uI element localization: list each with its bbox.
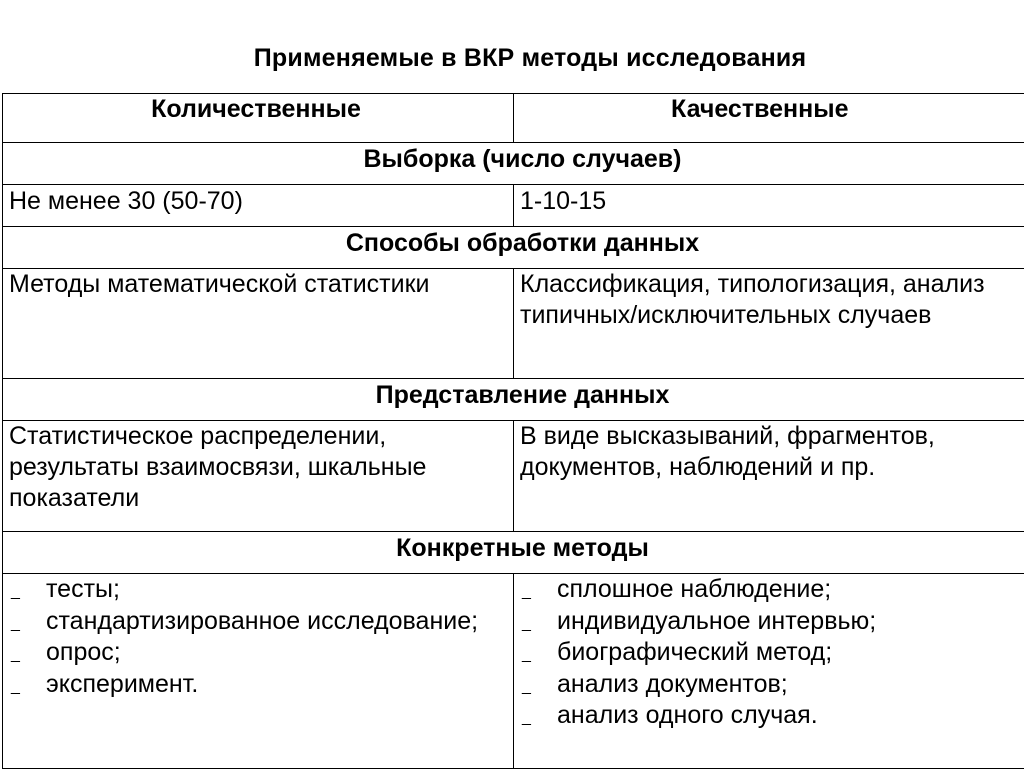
list-item: [520, 700, 1024, 732]
column-header-quantitative: Количественные: [3, 94, 514, 143]
list-item-text: индивидуальное интервью;: [557, 607, 876, 635]
table-row-methods-lists: [3, 574, 1024, 769]
list-item: [520, 574, 1024, 606]
cell-quantitative-processing: Методы математической статистики: [3, 269, 514, 379]
list-item: [520, 606, 1024, 638]
cell-qualitative-presentation: В виде высказываний, фрагментов, документов, наблюдений и пр.: [514, 421, 1024, 532]
cell-qualitative-processing: Классификация, типологизация, анализ типичных/исключительных случаев: [514, 269, 1024, 379]
methods-comparison-table: [2, 93, 1024, 769]
dash-bullet-icon: _: [522, 639, 531, 670]
section-row-presentation: [3, 379, 1024, 421]
dash-bullet-icon: _: [11, 576, 20, 607]
table-row-sample-values: [3, 185, 1024, 227]
table-row-processing-values: [3, 269, 1024, 379]
list-item: [9, 606, 507, 638]
cell-qualitative-sample: 1-10-15: [514, 185, 1024, 227]
section-row-sample: [3, 143, 1024, 185]
list-item-text: сплошное наблюдение;: [557, 575, 831, 603]
dash-bullet-icon: _: [522, 671, 531, 702]
section-heading-processing: Способы обработки данных: [3, 227, 1024, 269]
section-heading-methods: Конкретные методы: [3, 532, 1024, 574]
qualitative-methods-list: [520, 574, 1024, 732]
section-heading-presentation: Представление данных: [3, 379, 1024, 421]
list-item-text: биографический метод;: [557, 638, 832, 666]
cell-quantitative-sample: Не менее 30 (50-70): [3, 185, 514, 227]
section-heading-sample: Выборка (число случаев): [3, 143, 1024, 185]
list-item: [520, 669, 1024, 701]
cell-quantitative-methods: [3, 574, 514, 769]
cell-qualitative-methods: [514, 574, 1024, 769]
list-item-text: тесты;: [46, 575, 120, 603]
list-item: [520, 637, 1024, 669]
list-item-text: опрос;: [46, 638, 121, 666]
list-item-text: стандартизированное исследование;: [46, 607, 478, 635]
dash-bullet-icon: _: [11, 608, 20, 639]
quantitative-methods-list: [9, 574, 507, 700]
dash-bullet-icon: _: [522, 576, 531, 607]
table-header-row: [3, 94, 1024, 143]
page-title: Применяемые в ВКР методы исследования: [0, 44, 1024, 73]
section-row-methods: [3, 532, 1024, 574]
list-item-text: анализ документов;: [557, 670, 788, 698]
list-item: [9, 574, 507, 606]
table-row-presentation-values: [3, 421, 1024, 532]
dash-bullet-icon: _: [522, 608, 531, 639]
section-row-processing: [3, 227, 1024, 269]
dash-bullet-icon: _: [11, 639, 20, 670]
list-item-text: анализ одного случая.: [557, 701, 818, 729]
dash-bullet-icon: _: [11, 671, 20, 702]
dash-bullet-icon: _: [522, 702, 531, 733]
column-header-qualitative: Качественные: [514, 94, 1024, 143]
list-item: [9, 637, 507, 669]
list-item-text: эксперимент.: [46, 670, 198, 698]
cell-quantitative-presentation: Статистическое распределении, результаты взаимосвязи, шкальные показатели: [3, 421, 514, 532]
list-item: [9, 669, 507, 701]
